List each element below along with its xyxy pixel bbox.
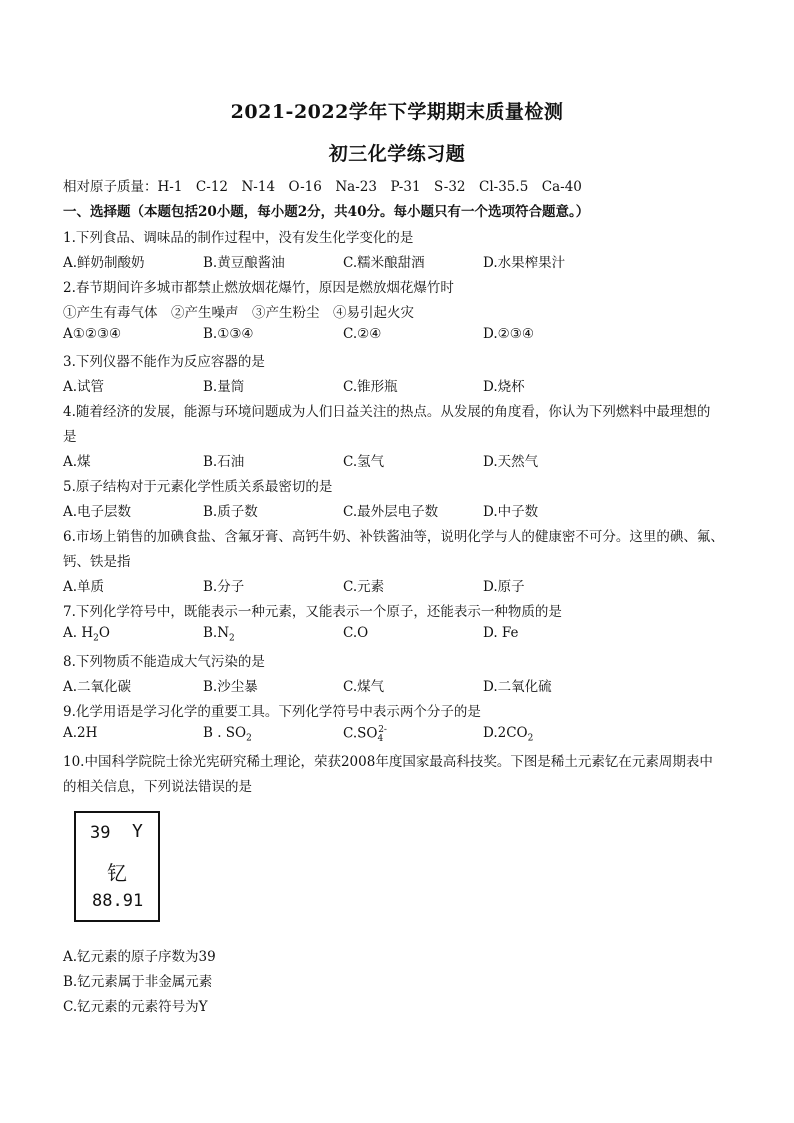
question-2-stem: 2.春节期间许多城市都禁止燃放烟花爆竹，原因是燃放烟花爆竹时 bbox=[63, 280, 454, 296]
q8-option-d: D.二氧化硫 bbox=[483, 679, 552, 695]
q9-option-c bbox=[343, 725, 387, 744]
q7-option-a-tail: O bbox=[98, 625, 110, 641]
element-name: 钇 bbox=[107, 861, 127, 885]
q6-option-d: D.原子 bbox=[483, 579, 525, 595]
q7-option-d: D. Fe bbox=[483, 625, 519, 641]
q1-option-b: B.黄豆酿酱油 bbox=[203, 255, 285, 271]
q5-option-c: C.最外层电子数 bbox=[343, 504, 439, 520]
q9-option-a: A.2H bbox=[63, 725, 98, 741]
q3-option-d: D.烧杯 bbox=[483, 379, 525, 395]
question-6-stem-cont: 钙、铁是指 bbox=[63, 554, 131, 570]
q5-option-a: A.电子层数 bbox=[63, 504, 132, 520]
q9-option-b-sub: 2 bbox=[246, 733, 252, 744]
q4-option-a: A.煤 bbox=[63, 454, 91, 470]
question-8-stem: 8.下列物质不能造成大气污染的是 bbox=[63, 654, 265, 670]
q7-option-b-sub: 2 bbox=[229, 633, 235, 644]
q7-option-b bbox=[203, 625, 235, 644]
atomic-masses: 相对原子质量：H-1 C-12 N-14 O-16 Na-23 P-31 S-32 Cl-35.5 Ca-40 bbox=[63, 179, 582, 195]
exam-title: 2021-2022学年下学期期末质量检测 bbox=[230, 101, 564, 123]
q5-option-d: D.中子数 bbox=[483, 504, 539, 520]
q9-option-c-sup: 2- bbox=[378, 725, 387, 735]
q8-option-a: A.二氧化碳 bbox=[63, 679, 132, 695]
q10-option-a: A.钇元素的原子序数为39 bbox=[63, 949, 216, 965]
q1-option-d: D.水果榨果汁 bbox=[483, 255, 566, 271]
q2-option-b: B.①③④ bbox=[203, 326, 254, 342]
section-heading: 一、选择题（本题包括20小题，每小题2分，共40分。每小题只有一个选项符合题意。） bbox=[63, 204, 590, 220]
question-3-stem: 3.下列仪器不能作为反应容器的是 bbox=[63, 354, 265, 370]
q7-option-c: C.O bbox=[343, 625, 369, 641]
q3-option-b: B.量筒 bbox=[203, 379, 245, 395]
q8-option-c: C.煤气 bbox=[343, 679, 385, 695]
q7-option-a bbox=[63, 625, 110, 644]
q6-option-a: A.单质 bbox=[63, 579, 105, 595]
q10-option-b: B.钇元素属于非金属元素 bbox=[63, 974, 213, 990]
q9-option-b bbox=[203, 725, 252, 744]
q7-option-a-sub: 2 bbox=[93, 633, 99, 644]
q9-option-c-sub: 4 bbox=[377, 734, 384, 745]
q7-option-b-text: B.N bbox=[203, 625, 230, 641]
q2-option-a: A①②③④ bbox=[63, 326, 122, 342]
exam-subtitle: 初三化学练习题 bbox=[328, 143, 466, 165]
q9-option-d-sub: 2 bbox=[527, 733, 534, 744]
q6-option-b: B.分子 bbox=[203, 579, 245, 595]
question-6-stem: 6.市场上销售的加碘食盐、含氟牙膏、高钙牛奶、补铁酱油等，说明化学与人的健康密不可分。这里的碘、氟、 bbox=[63, 529, 724, 545]
q4-option-c: C.氢气 bbox=[343, 454, 385, 470]
q6-option-c: C.元素 bbox=[343, 579, 385, 595]
q9-option-c-text: C.SO bbox=[343, 725, 378, 742]
q4-option-d: D.天然气 bbox=[483, 454, 539, 470]
q9-option-d bbox=[483, 725, 533, 744]
periodic-table-cell bbox=[74, 811, 160, 922]
question-9-stem: 9.化学用语是学习化学的重要工具。下列化学符号中表示两个分子的是 bbox=[63, 704, 481, 720]
q9-option-d-text: D.2CO bbox=[483, 725, 528, 741]
question-7-stem: 7.下列化学符号中，既能表示一种元素，又能表示一个原子，还能表示一种物质的是 bbox=[63, 604, 562, 620]
question-10-stem: 10.中国科学院院士徐光宪研究稀土理论，荣获2008年度国家最高科技奖。下图是稀土元素钇在元素周期表中 bbox=[63, 754, 713, 770]
question-1-stem: 1.下列食品、调味品的制作过程中，没有发生化学变化的是 bbox=[63, 230, 414, 246]
q1-option-a: A.鲜奶制酸奶 bbox=[63, 255, 145, 271]
q3-option-c: C.锥形瓶 bbox=[343, 379, 398, 395]
question-2-note: ①产生有毒气体 ②产生噪声 ③产生粉尘 ④易引起火灾 bbox=[63, 305, 414, 321]
q4-option-b: B.石油 bbox=[203, 454, 245, 470]
question-5-stem: 5.原子结构对于元素化学性质关系最密切的是 bbox=[63, 479, 333, 495]
q5-option-b: B.质子数 bbox=[203, 504, 258, 520]
element-atomic-number: 39 bbox=[90, 823, 111, 843]
q3-option-a: A.试管 bbox=[63, 379, 105, 395]
q2-option-d: D.②③④ bbox=[483, 326, 534, 342]
q2-option-c: C.②④ bbox=[343, 326, 382, 342]
q1-option-c: C.糯米酿甜酒 bbox=[343, 255, 425, 271]
question-10-stem-cont: 的相关信息，下列说法错误的是 bbox=[63, 779, 252, 795]
q9-option-b-text: B . SO bbox=[203, 725, 247, 741]
q10-option-c: C.钇元素的元素符号为Y bbox=[63, 999, 208, 1015]
question-4-stem-cont: 是 bbox=[63, 429, 77, 445]
question-4-stem: 4.随着经济的发展，能源与环境问题成为人们日益关注的热点。从发展的角度看，你认为下列燃料中最理想的 bbox=[63, 404, 711, 420]
q7-option-a-text: A. H bbox=[63, 625, 94, 641]
element-symbol: Y bbox=[132, 821, 143, 842]
element-atomic-mass: 88.91 bbox=[92, 891, 144, 911]
q8-option-b: B.沙尘暴 bbox=[203, 679, 258, 695]
